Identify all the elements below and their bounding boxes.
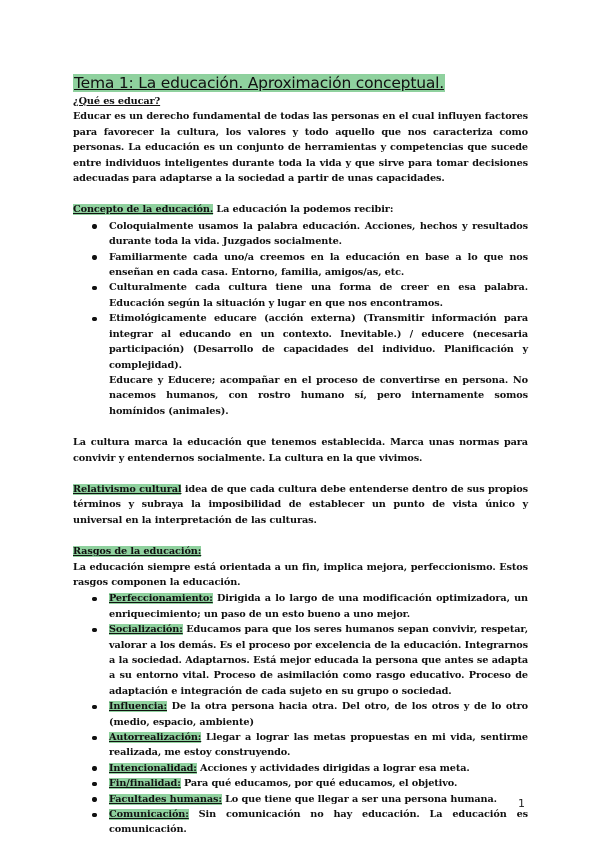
list-item: Influencia: De la otra persona hacia otra. Del otro, de los otros y de lo otro (medio, espacio, ambiente) xyxy=(109,699,528,730)
concept-list xyxy=(73,219,528,373)
page-content xyxy=(73,73,528,838)
list-item: Autorrealización: Llegar a lograr las metas propuestas en mi vida, sentirme realizada, me estoy construyendo. xyxy=(109,730,528,761)
list-item: Fin/finalidad: Para qué educamos, por qué educamos, el objetivo. xyxy=(109,776,528,791)
list-item: Socialización: Educamos para que los seres humanos sepan convivir, respetar, valorar a los demás. Es el proceso por excelencia de la educación. Integrarnos a la sociedad. Adaptarnos. Está mejor educada la persona que antes se adapta a su entorno vital. Proceso de asimilación como rasgo educativo. Proceso de adaptación e integración de cada sujeto en su grupo o sociedad. xyxy=(109,622,528,699)
concept-intro: Concepto de la educación. La educación la podemos recibir: xyxy=(73,204,394,216)
definition-paragraph: Educar es un derecho fundamental de todas las personas en el cual influyen factores para favorecer la cultura, los valores y todo aquello que nos caracteriza como personas. La educación es un conjunto de herramientas y competencias que sucede entre individuos inteligentes durante toda la vida y que sirve para tomar decisiones adecuadas para adaptarse a la sociedad a partir de unas capacidades. xyxy=(73,111,528,185)
page-number: 1 xyxy=(518,797,525,810)
list-item: Coloquialmente usamos la palabra educación. Acciones, hechos y resultados durante toda la vida. Juzgados socialmente. xyxy=(109,219,528,250)
list-item: Intencionalidad: Acciones y actividades dirigidas a lograr esa meta. xyxy=(109,761,528,776)
question-heading: ¿Qué es educar? xyxy=(73,96,161,107)
list-item: Comunicación: Sin comunicación no hay educación. La educación es comunicación. xyxy=(109,807,528,838)
list-item: Perfeccionamiento: Dirigida a lo largo de una modificación optimizadora, un enriquecimiento; un paso de un esto bueno a uno mejor. xyxy=(109,591,528,622)
traits-heading: Rasgos de la educación: xyxy=(73,546,202,558)
relativism-term: Relativismo cultural xyxy=(73,483,182,495)
concept-heading: Concepto de la educación. xyxy=(73,204,214,216)
concept-extra: Educare y Educere; acompañar en el proceso de convertirse en persona. No nacemos humanos, con rostro humano sí, pero internamente somos homínidos (animales). xyxy=(109,374,528,417)
list-item: Facultades humanas: Lo que tiene que llegar a ser una persona humana. xyxy=(109,792,528,807)
list-item: Familiarmente cada uno/a creemos en la educación en base a lo que nos enseñan en cada casa. Entorno, familia, amigos/as, etc. xyxy=(109,250,528,281)
page-title: Tema 1: La educación. Aproximación conceptual. xyxy=(74,74,444,92)
list-item: Etimológicamente educare (acción externa) (Transmitir información para integrar al educando en un contexto. Inevitable.) / educere (necesaria participación) (Desarrollo de capacidades del individuo. Planificación y complejidad). xyxy=(109,311,528,373)
traits-list xyxy=(73,591,528,838)
traits-intro: La educación siempre está orientada a un fin, implica mejora, perfeccionismo. Estos rasgos componen la educación. xyxy=(73,561,528,588)
list-item: Culturalmente cada cultura tiene una forma de creer en esa palabra. Educación según la situación y lugar en que nos encontramos. xyxy=(109,280,528,311)
culture-paragraph: La cultura marca la educación que tenemos establecida. Marca unas normas para convivir y entendernos socialmente. La cultura en la que vivimos. xyxy=(73,437,528,464)
relativism-paragraph: Relativismo cultural idea de que cada cultura debe entenderse dentro de sus propios términos y subraya la imposibilidad de establecer un punto de vista único y universal en la interpretación de las culturas. xyxy=(73,483,528,526)
